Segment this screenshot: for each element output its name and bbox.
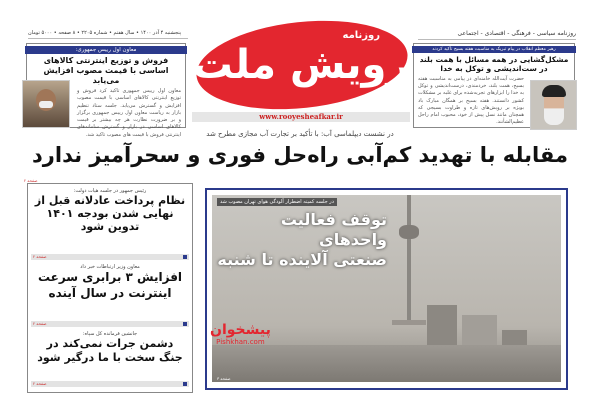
side-story-3[interactable]: جانشین فرمانده کل سپاه: دشمن جرات نمی‌کند در جنگ سخت با ما درگیر شود [37, 331, 183, 365]
story-left-top[interactable]: معاون اول رییس جمهوری: فروش و توزیع اینترنتی کالاهای اساسی با قیمت مصوب افزایش می‌یابد معاون اول رییس جمهوری تاکید کرد فروش و توزیع اینترنتی کالاهای اساسی با قیمت مصوب افزایش و گسترش می‌یابد. جلسه ستاد تنظیم بازار به ریاست معاون اول رییس جمهوری برگزار و بر ضرورت نظارت هر چه بیشتر بر قیمت کالاهای اساسی در بازار و گسترش سامانه‌های اینترنتی فروش با قیمت های مصوب تاکید شد. [26, 43, 186, 128]
story-right-top[interactable]: رهبر معظم انقلاب در پیام تبریک به مناسبت هفته بسیج تأکید کردند مشکل‌گشایی در همه مسائل با همت بلند در ست‌اندیشی و توکل به خدا حضرت آیت‌الله خامنه‌ای در پیامی به مناسبت هفته بسیج، همت بلند، خردمندی، درست‌اندیشی و توکل به خدا را ابزارهای تجربه‌شده برای غلبه بر مشکلات کشور دانستند. هفته بسیج بر همگان مبارک باد بویژه بر رویش‌های تازه و طراوت بسیجی که همچنان مانند نسل پیش از خود، محبوب امام راحل عظیم‌الشأنند. [413, 43, 575, 128]
pishkhan-watermark: پیشخوان Pishkhan.com [210, 322, 271, 346]
photo-story-kicker: در جلسه کمیته اضطرار آلودگی هوای تهران مصوب شد [217, 198, 337, 206]
official-photo [22, 80, 70, 128]
side-story-2[interactable]: معاون وزیر ارتباطات خبر داد افزایش ۳ برابری سرعت اینترنت در سال آینده [37, 264, 183, 300]
masthead-logo: روزنامه رویش ملت [192, 20, 410, 112]
main-page-ref: صفحه ۲ [24, 178, 38, 183]
masthead-url[interactable]: www.rooyesheafkar.ir [192, 112, 410, 122]
main-subtitle: در نشست دیپلماسی آب: با تأکید بر تجارت آب مجازی مطرح شد [206, 130, 394, 138]
leader-photo [530, 80, 577, 130]
main-headline[interactable]: مقابله با تهدید کم‌آبی راه‌حل فوری و سحرآمیز ندارد [32, 143, 568, 167]
photo-story[interactable]: در جلسه کمیته اضطرار آلودگی هوای تهران مصوب شد توقف فعالیت واحدهای صنعتی آلاینده تا شنبه صفحه ۳ [205, 188, 568, 390]
photo-story-headline: توقف فعالیت واحدهای صنعتی آلاینده تا شنبه [217, 210, 387, 269]
dateline: پنجشنبه ۴ آذر ۱۴۰۰ • سال هفتم • شماره ۲۲۰۵ • ۸ صفحه • ۵۰۰۰ تومان [28, 30, 188, 39]
side-story-1[interactable]: رئیس جمهور در جلسه هیات دولت: نظام پرداخت عادلانه قبل از نهایی شدن بودجه ۱۴۰۱ تدوین شود [34, 188, 186, 234]
side-column: رئیس جمهور در جلسه هیات دولت: نظام پرداخت عادلانه قبل از نهایی شدن بودجه ۱۴۰۱ تدوین شود صفحه ۲ معاون وزیر ارتباطات خبر داد افزایش ۳ برابری سرعت اینترنت در سال آینده صفحه ۲ جانشین فرمانده کل سپاه: دشمن جرات نمی‌کند در جنگ سخت با ما درگیر شود صفحه ۲ [27, 183, 193, 393]
paper-type: روزنامه سیاسی - فرهنگی - اقتصادی - اجتماعی [418, 30, 576, 40]
